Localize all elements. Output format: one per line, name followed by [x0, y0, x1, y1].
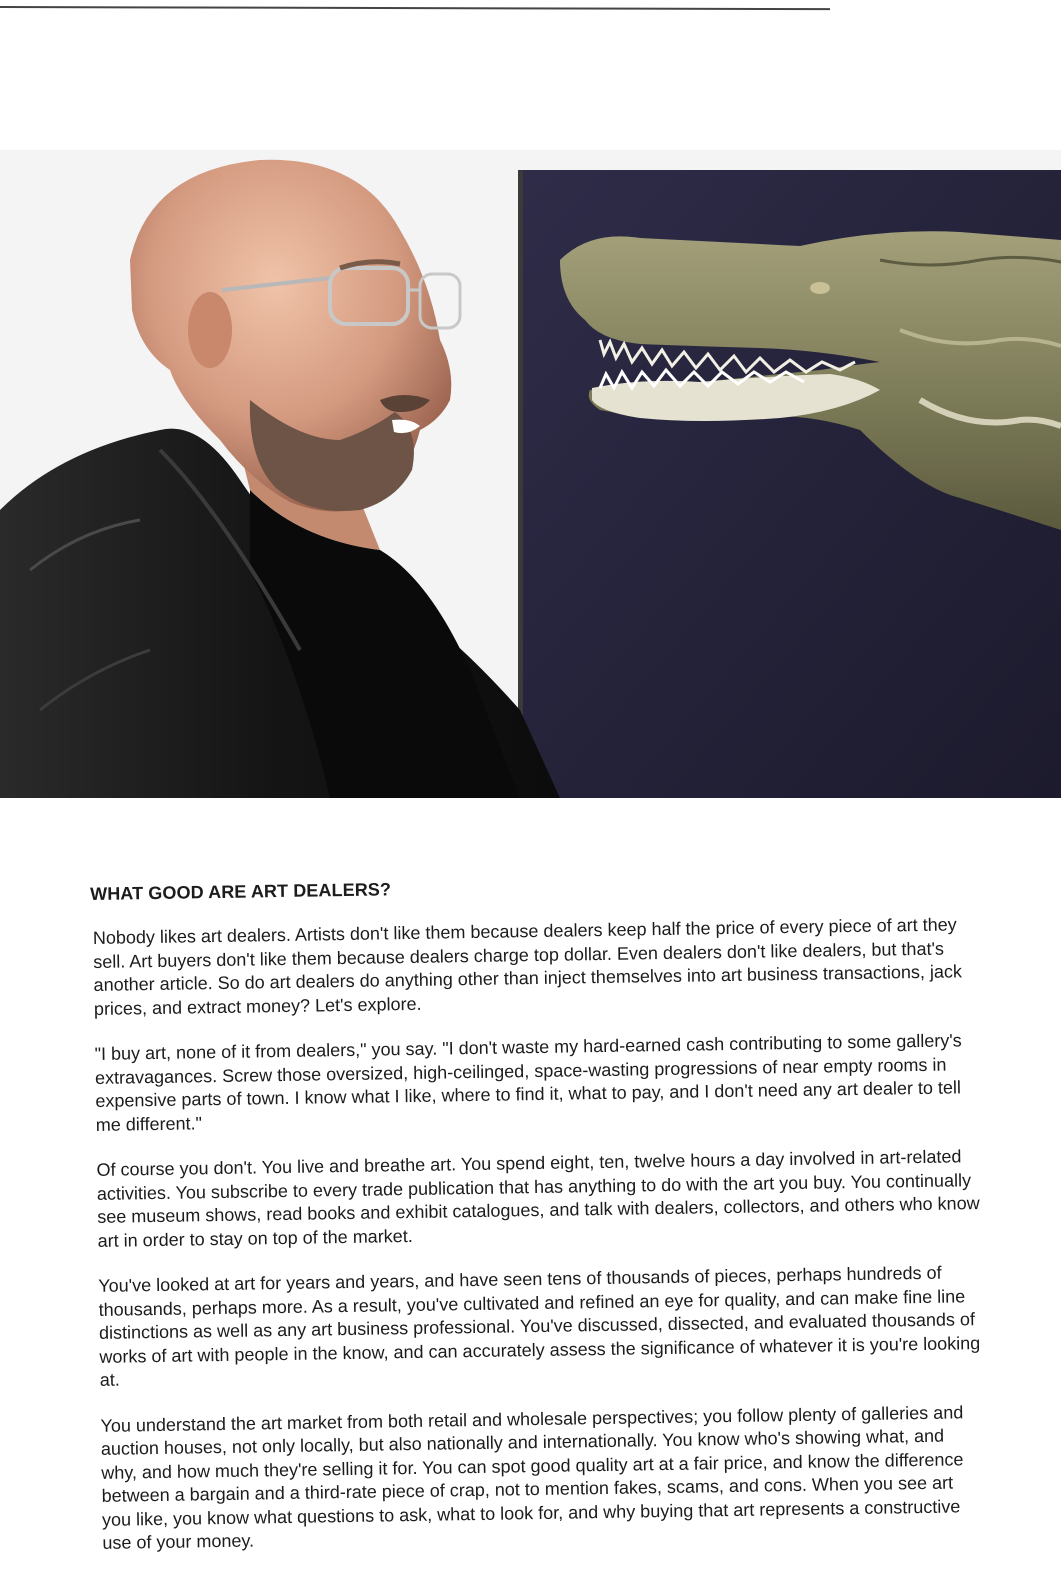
article-paragraph: You've looked at art for years and years, and have seen tens of thousands of pieces, perhaps hundreds of thousands, perhaps more. As a result, you've cultivated and refined an eye for quality, and can make fine line distinctions as well as any art business professional. You've discussed, dissected, and evaluated thousands of works of art with people in the know, and can accurately assess the significance of whatever it is you're looking at.: [98, 1262, 981, 1390]
article-paragraph: Nobody likes art dealers. Artists don't like them because dealers keep half the price of every piece of art they sell. Art buyers don't like them because dealers charge top dollar. Even dealers don't like dealers, but that's another article. So do art dealers do anything other than inject themselves into art business transactions, jack prices, and extract money? Let's explore.: [92, 914, 963, 1019]
article-paragraph: "I buy art, none of it from dealers," you say. "I don't waste my hard-earned cash contributing to some gallery's extravagances. Screw those oversized, high-ceilinged, space-wasting progressions of near empty rooms in expensive parts of town. I know what I like, where to find it, what to pay, and I don't need any art dealer to tell me different.": [94, 1030, 962, 1135]
article-paragraph: Of course you don't. You live and breathe art. You spend eight, ten, twelve hours a day involved in art-related activities. You subscribe to every trade publication that has anything to do with the art you buy. You continually see museum shows, read books and exhibit catalogues, and talk with dealers, collectors, and others who know art in order to stay on top of the market.: [96, 1146, 980, 1251]
crocodile-painting: [518, 170, 1061, 798]
article-paragraph: You understand the art market from both retail and wholesale perspectives; you follow plenty of galleries and auction houses, not only locally, but also nationally and internationally. You know who's showing what, and why, and how much they're selling it for. You can spot good quality art at a fair price, and know the difference between a bargain and a third-rate piece of crap, not to mention fakes, scams, and cons. When you see art you like, you know what questions to ask, what to look for, and why buying that art represents a constructive use of your money.: [100, 1401, 964, 1553]
article-photo: [0, 150, 1061, 798]
article: [90, 870, 986, 1577]
article-headline: WHAT GOOD ARE ART DEALERS?: [90, 879, 392, 904]
scan-edge-line: [0, 6, 830, 10]
